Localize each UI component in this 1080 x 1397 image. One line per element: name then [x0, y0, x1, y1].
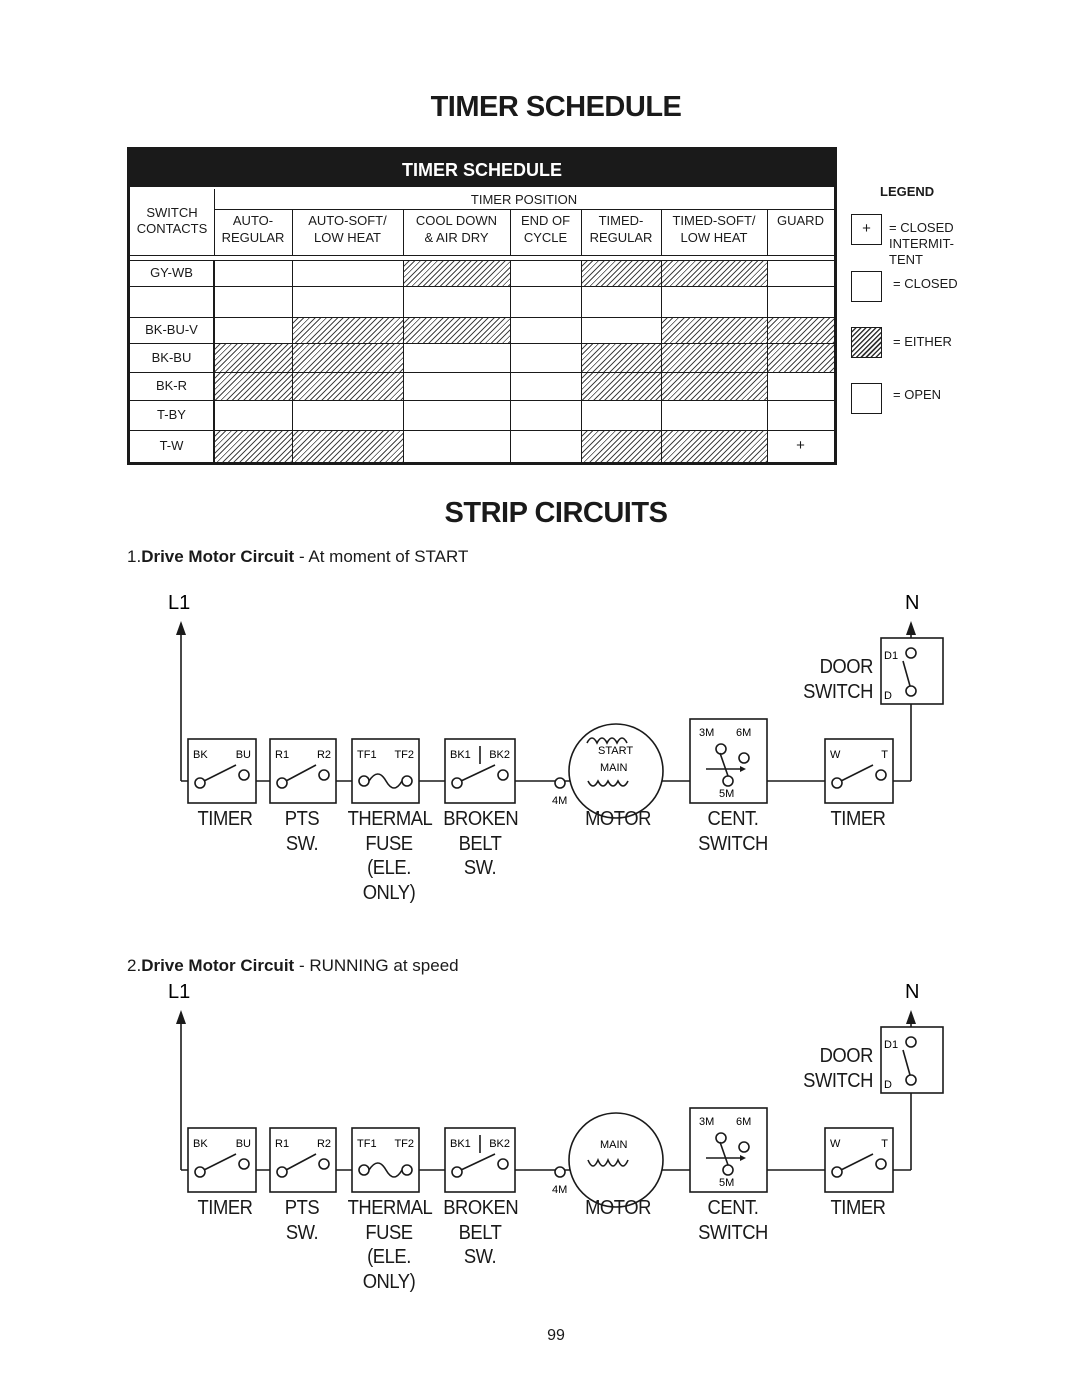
l1-label: L1 — [168, 981, 191, 1003]
contact-icon — [555, 1167, 565, 1177]
n-arrow-icon — [906, 621, 916, 635]
contact-icon — [452, 1167, 462, 1177]
contact-icon — [498, 1159, 508, 1169]
cell-open — [510, 430, 582, 463]
cell-open — [510, 286, 582, 318]
timer-position-label: TIMER POSITION — [470, 192, 578, 207]
cell-closed — [292, 430, 404, 463]
circuit-1-heading: 1.Drive Motor Circuit - At moment of START — [127, 547, 469, 566]
cell-open — [214, 400, 293, 431]
contact-icon — [906, 1075, 916, 1085]
cell-open — [767, 400, 835, 431]
cent-label: CENT. SWITCH — [698, 808, 768, 855]
cell-open — [661, 400, 768, 431]
cell-open — [510, 372, 582, 401]
broken-label: BROKEN BELT SW. — [443, 808, 519, 879]
terminal-label: D — [884, 1079, 892, 1091]
contact-icon — [239, 770, 249, 780]
contact-icon — [723, 776, 733, 786]
cell-closed — [661, 343, 768, 373]
cell-open — [403, 400, 511, 431]
cell-open — [661, 286, 768, 318]
row-label: BK-R — [155, 378, 188, 393]
cell-closed — [581, 343, 662, 373]
n-label: N — [905, 592, 920, 614]
column-header: COOL DOWN & AIR DRY — [415, 213, 498, 245]
contact-icon — [359, 1165, 369, 1175]
terminal-label: 4M — [552, 795, 568, 807]
terminal-label: BK1 — [450, 1138, 471, 1150]
cell-open — [292, 286, 404, 318]
pts-label: PTS SW. — [284, 808, 320, 855]
contact-icon — [319, 1159, 329, 1169]
contact-icon — [359, 776, 369, 786]
contact-icon — [239, 1159, 249, 1169]
row-divider — [130, 255, 834, 256]
circuit-schematic — [0, 980, 1080, 1350]
cell-intermittent: + — [796, 437, 805, 454]
cell-open — [214, 286, 293, 318]
winding-label: MAIN — [600, 762, 628, 774]
terminal-label: 4M — [552, 1184, 568, 1196]
terminal-label: D — [884, 690, 892, 702]
cell-closed — [767, 343, 835, 373]
contact-icon — [832, 778, 842, 788]
terminal-label: BK2 — [489, 1138, 510, 1150]
terminal-label: T — [881, 749, 888, 761]
terminal-label: TF2 — [394, 1138, 414, 1150]
terminal-label: D1 — [884, 1039, 899, 1051]
contact-icon — [723, 1165, 733, 1175]
terminal-label: 6M — [736, 727, 752, 739]
cell-closed — [581, 372, 662, 401]
cell-open — [581, 317, 662, 344]
terminal-label: R2 — [316, 1138, 331, 1150]
thermal-label: THERMAL FUSE (ELE. ONLY) — [347, 808, 433, 904]
column-header: TIMED- REGULAR — [589, 213, 653, 245]
cell-closed — [661, 260, 768, 287]
cell-open — [292, 400, 404, 431]
switch-contacts-header: SWITCH CONTACTS — [136, 205, 208, 236]
terminal-label: BK — [193, 749, 208, 761]
cell-open — [510, 343, 582, 373]
cell-open — [581, 400, 662, 431]
legend-swatch — [851, 327, 882, 358]
contact-icon — [906, 1037, 916, 1047]
terminal-label: BK — [193, 1138, 208, 1150]
column-header: TIMED-SOFT/ LOW HEAT — [672, 213, 756, 245]
cell-open — [214, 260, 293, 287]
terminal-label: 6M — [736, 1116, 752, 1128]
timer2-label: TIMER — [830, 808, 886, 830]
terminal-label: D1 — [884, 650, 899, 662]
timer2-label: TIMER — [830, 1197, 886, 1219]
row-label: BK-BU-V — [145, 322, 198, 337]
schedule-title-bar: TIMER SCHEDULE — [130, 150, 834, 187]
cell-open — [767, 286, 835, 318]
cell-closed — [403, 317, 511, 344]
legend-title: LEGEND — [880, 184, 935, 199]
cell-open — [214, 317, 293, 344]
contact-icon — [319, 770, 329, 780]
contact-icon — [277, 1167, 287, 1177]
n-label: N — [905, 981, 920, 1003]
cell-closed — [292, 343, 404, 373]
cell-closed — [661, 317, 768, 344]
column-header: GUARD — [777, 213, 824, 228]
strip-circuits-title: STRIP CIRCUITS — [444, 497, 668, 529]
cell-open — [403, 343, 511, 373]
cell-closed — [581, 260, 662, 287]
cell-open — [403, 286, 511, 318]
cell-closed — [214, 343, 293, 373]
l1-label: L1 — [168, 592, 191, 614]
contact-icon — [832, 1167, 842, 1177]
terminal-label: R2 — [316, 749, 331, 761]
n-arrow-icon — [906, 1010, 916, 1024]
row-label: T-BY — [157, 407, 186, 422]
contact-icon — [739, 1142, 749, 1152]
broken-label: BROKEN BELT SW. — [443, 1197, 519, 1268]
terminal-label: 3M — [699, 727, 715, 739]
terminal-label: BU — [235, 1138, 251, 1150]
cell-open — [510, 400, 582, 431]
terminal-label: TF2 — [394, 749, 414, 761]
contact-icon — [716, 744, 726, 754]
contact-icon — [876, 1159, 886, 1169]
legend-label: = OPEN — [893, 387, 942, 402]
cell-open — [767, 260, 835, 287]
terminal-label: 5M — [719, 1177, 735, 1189]
circuit-schematic — [0, 591, 1080, 961]
column-header: AUTO-SOFT/ LOW HEAT — [308, 213, 387, 245]
cell-either — [767, 317, 835, 344]
contact-icon — [906, 686, 916, 696]
contact-icon — [716, 1133, 726, 1143]
terminal-label: TF1 — [357, 749, 377, 761]
terminal-label: 3M — [699, 1116, 715, 1128]
circuit-2-heading: 2.Drive Motor Circuit - RUNNING at speed — [127, 956, 459, 975]
contact-icon — [452, 778, 462, 788]
motor-label: MOTOR — [585, 1197, 651, 1219]
timer-label: TIMER — [197, 1197, 253, 1219]
contact-icon — [277, 778, 287, 788]
contact-icon — [555, 778, 565, 788]
terminal-label: W — [830, 1138, 841, 1150]
l1-arrow-icon — [176, 1010, 186, 1024]
terminal-label: R1 — [275, 1138, 290, 1150]
cell-open — [510, 260, 582, 287]
contact-icon — [195, 1167, 205, 1177]
terminal-label: W — [830, 749, 841, 761]
legend-swatch — [851, 383, 882, 414]
motor-icon — [569, 1113, 663, 1207]
contact-icon — [739, 753, 749, 763]
legend-swatch — [851, 271, 882, 302]
contact-icon — [402, 1165, 412, 1175]
row-label: BK-BU — [151, 349, 192, 365]
legend-label: = CLOSED INTERMIT- TENT — [889, 220, 954, 267]
row-label: GY-WB — [150, 265, 193, 280]
cell-open — [403, 430, 511, 463]
door-switch-label: DOOR SWITCH — [803, 1045, 873, 1092]
column-header: AUTO- REGULAR — [221, 213, 285, 245]
terminal-label: R1 — [275, 749, 290, 761]
legend-label: = CLOSED — [893, 276, 958, 291]
l1-arrow-icon — [176, 621, 186, 635]
terminal-label: BU — [235, 749, 251, 761]
cell-closed — [661, 430, 768, 463]
cell-closed — [292, 317, 404, 344]
legend-swatch: + — [851, 214, 882, 245]
cell-closed — [403, 260, 511, 287]
cell-closed — [581, 430, 662, 463]
contact-icon — [906, 648, 916, 658]
cell-closed — [292, 372, 404, 401]
winding-label: START — [598, 745, 634, 757]
terminal-label: T — [881, 1138, 888, 1150]
terminal-label: TF1 — [357, 1138, 377, 1150]
page-number: 99 — [547, 1327, 565, 1344]
winding-label: MAIN — [600, 1139, 628, 1151]
cell-closed — [661, 372, 768, 401]
cell-open — [510, 317, 582, 344]
cell-open — [767, 372, 835, 401]
motor-label: MOTOR — [585, 808, 651, 830]
legend-label: = EITHER — [893, 334, 952, 349]
column-header: END OF CYCLE — [520, 213, 571, 245]
cell-open — [292, 260, 404, 287]
timer-label: TIMER — [197, 808, 253, 830]
page-title: TIMER SCHEDULE — [430, 91, 682, 123]
pts-label: PTS SW. — [284, 1197, 320, 1244]
cell-open — [403, 372, 511, 401]
cell-open — [581, 286, 662, 318]
cent-label: CENT. SWITCH — [698, 1197, 768, 1244]
contact-icon — [876, 770, 886, 780]
terminal-label: BK2 — [489, 749, 510, 761]
thermal-label: THERMAL FUSE (ELE. ONLY) — [347, 1197, 433, 1293]
row-label: T-W — [159, 438, 184, 453]
contact-icon — [402, 776, 412, 786]
cell-closed — [214, 430, 293, 463]
terminal-label: 5M — [719, 788, 735, 800]
contact-icon — [498, 770, 508, 780]
contact-icon — [195, 778, 205, 788]
door-switch-label: DOOR SWITCH — [803, 656, 873, 703]
terminal-label: BK1 — [450, 749, 471, 761]
cell-closed — [214, 372, 293, 401]
